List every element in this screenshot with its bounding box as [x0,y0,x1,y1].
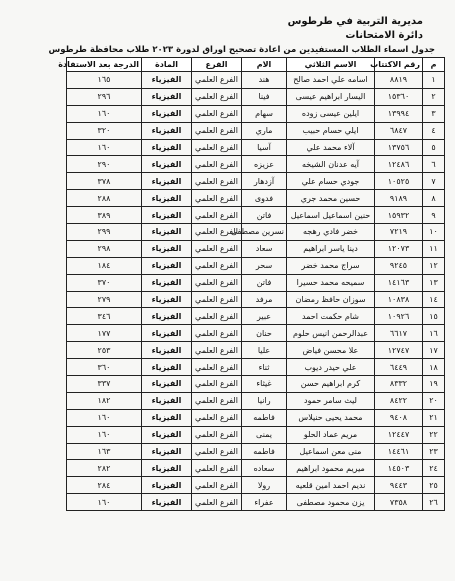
branch: الفرع العلمي [192,426,242,443]
row-index: ١٤ [423,291,445,308]
branch: الفرع العلمي [192,274,242,291]
exam-number: ٧٢١٩ [375,224,423,241]
exam-number: ١٢٤٤٧ [375,426,423,443]
grade: ٢٨٤ [67,477,142,494]
full-name: خضر فادي رهجه [287,224,375,241]
mother-name: رولا [242,477,287,494]
grade: ٢٥٣ [67,342,142,359]
subject: الفيزياء [142,122,192,139]
row-index: ٢٢ [423,426,445,443]
exam-number: ١٢٤٨٦ [375,156,423,173]
grade: ١٧٧ [67,325,142,342]
mother-name: آسيا [242,139,287,156]
full-name: ميريم محمود ابراهيم [287,460,375,477]
subject: الفيزياء [142,308,192,325]
grade: ١٦٥ [67,72,142,89]
exam-number: ٩٤٤٣ [375,477,423,494]
exam-number: ٨٨١٩ [375,72,423,89]
branch: الفرع العلمي [192,240,242,257]
exam-number: ١٢٧٤٧ [375,342,423,359]
grade: ١٦٠ [67,105,142,122]
mother-name: فينا [242,88,287,105]
branch: الفرع العلمي [192,460,242,477]
grade: ١٦٣ [67,443,142,460]
table-row [67,274,445,291]
grade: ٢٩٦ [67,88,142,105]
branch: الفرع العلمي [192,156,242,173]
directorate-title: مديرية التربية في طرطوس [287,16,423,27]
row-index: ٢٠ [423,392,445,409]
subject: الفيزياء [142,443,192,460]
mother-name: ثناء [242,359,287,376]
grade: ١٦٠ [67,139,142,156]
branch: الفرع العلمي [192,494,242,511]
exam-number: ١٠٥٢٥ [375,173,423,190]
table-row [67,359,445,376]
table-row [67,156,445,173]
table-row [67,342,445,359]
exam-number: ١٣٧٥٦ [375,139,423,156]
full-name: مريم عماد الحلو [287,426,375,443]
branch: الفرع العلمي [192,325,242,342]
grade: ٢٨٨ [67,190,142,207]
row-index: ١٥ [423,308,445,325]
table-row [67,376,445,393]
header-branch: الفرع [192,58,242,72]
grade: ١٦٠ [67,494,142,511]
grade: ٣٦٠ [67,359,142,376]
table-row [67,443,445,460]
full-name: دينا ياسر ابراهيم [287,240,375,257]
exam-number: ٦٦١٧ [375,325,423,342]
exam-number: ١٤٥٠٣ [375,460,423,477]
row-index: ٩ [423,207,445,224]
row-index: ٢٤ [423,460,445,477]
full-name: ايلي حسام حبيب [287,122,375,139]
grade: ٢٩٠ [67,156,142,173]
branch: الفرع العلمي [192,72,242,89]
subject: الفيزياء [142,392,192,409]
exam-number: ١٥٣٦٠ [375,88,423,105]
exam-number: ١٤١٦٣ [375,274,423,291]
branch: الفرع العلمي [192,342,242,359]
exam-number: ٨٤٢٢ [375,392,423,409]
row-index: ٢٦ [423,494,445,511]
branch: الفرع العلمي [192,139,242,156]
branch: الفرع العلمي [192,308,242,325]
grade: ١٨٢ [67,392,142,409]
subject: الفيزياء [142,325,192,342]
exam-number: ٩٢٤٥ [375,257,423,274]
table-row [67,207,445,224]
grade: ٢٧٩ [67,291,142,308]
subject: الفيزياء [142,426,192,443]
full-name: جودي حسام علي [287,173,375,190]
row-index: ٣ [423,105,445,122]
row-index: ٢٥ [423,477,445,494]
subject: الفيزياء [142,477,192,494]
table-row [67,426,445,443]
mother-name: رانيا [242,392,287,409]
subject: الفيزياء [142,359,192,376]
full-name: علي حيدر ديوب [287,359,375,376]
grade: ٢٩٨ [67,240,142,257]
mother-name: ماري [242,122,287,139]
subject: الفيزياء [142,274,192,291]
mother-name: عزيزه [242,156,287,173]
row-index: ٢١ [423,409,445,426]
row-index: ١٢ [423,257,445,274]
grade: ١٦٠ [67,409,142,426]
grade: ٣٢٠ [67,122,142,139]
subject: الفيزياء [142,207,192,224]
full-name: حسين محمد جري [287,190,375,207]
table-row [67,325,445,342]
subject: الفيزياء [142,173,192,190]
row-index: ٨ [423,190,445,207]
mother-name: فدوى [242,190,287,207]
subject: الفيزياء [142,240,192,257]
mother-name: آزدهار [242,173,287,190]
row-index: ١٦ [423,325,445,342]
subject: الفيزياء [142,376,192,393]
full-name: عبدالرحمن انيس حلوم [287,325,375,342]
row-index: ١٧ [423,342,445,359]
row-index: ١٨ [423,359,445,376]
header-mother: الام [242,58,287,72]
exam-number: ١٠٩٢٦ [375,308,423,325]
full-name: سوزان حافظ رمضان [287,291,375,308]
branch: الفرع العلمي [192,207,242,224]
mother-name: سهام [242,105,287,122]
mother-name: مرفد [242,291,287,308]
table-row [67,308,445,325]
mother-name: حنان [242,325,287,342]
branch: الفرع العلمي [192,291,242,308]
branch: الفرع العلمي [192,477,242,494]
subject: الفيزياء [142,156,192,173]
subject: الفيزياء [142,257,192,274]
exam-number: ٩١٨٩ [375,190,423,207]
subject: الفيزياء [142,291,192,308]
branch: الفرع العلمي [192,376,242,393]
mother-name: سعاده [242,460,287,477]
table-row [67,88,445,105]
row-index: ١٠ [423,224,445,241]
full-name: حنين اسماعيل اسماعيل [287,207,375,224]
exam-number: ٨٣٣٢ [375,376,423,393]
mother-name: غيثاء [242,376,287,393]
subject: الفيزياء [142,460,192,477]
header-exam-number: رقم الاكتتاب [375,58,423,72]
subject: الفيزياء [142,105,192,122]
full-name: ليث سامر حمود [287,392,375,409]
subject: الفيزياء [142,224,192,241]
exam-number: ٦٨٤٧ [375,122,423,139]
full-name: نديم احمد امين قلعيه [287,477,375,494]
full-name: شام حكمت احمد [287,308,375,325]
table-row [67,409,445,426]
full-name: علا محسن فياض [287,342,375,359]
mother-name: عفراء [242,494,287,511]
table-caption: جدول اسماء الطلاب المستفيدين من اعادة تصحيح اوراق لدورة ٢٠٢٣ طلاب محافظة طرطوس [48,45,435,55]
mother-name: فاتن [242,207,287,224]
mother-name: فاطمه [242,443,287,460]
mother-name: فاتن [242,274,287,291]
table-row [67,173,445,190]
row-index: ٢٣ [423,443,445,460]
grade: ٣٣٧ [67,376,142,393]
row-index: ٦ [423,156,445,173]
row-index: ١٩ [423,376,445,393]
grade: ٢٩٩ [67,224,142,241]
subject: الفيزياء [142,88,192,105]
row-index: ٧ [423,173,445,190]
header-grade: الدرجة بعد الاستفادة [67,58,142,72]
mother-name: هند [242,72,287,89]
grade: ٣٤٦ [67,308,142,325]
grade: ٢٨٢ [67,460,142,477]
full-name: اسامه علي احمد صالح [287,72,375,89]
table-header-row [67,58,445,72]
full-name: منى معن اسماعيل [287,443,375,460]
table-row [67,494,445,511]
mother-name: سعاد [242,240,287,257]
mother-name: نسرين مصطفى [242,224,287,241]
mother-name: فاطمه [242,409,287,426]
table-row [67,291,445,308]
branch: الفرع العلمي [192,409,242,426]
row-index: ٤ [423,122,445,139]
full-name: سميحه محمد حسيرا [287,274,375,291]
mother-name: يمنى [242,426,287,443]
branch: الفرع العلمي [192,392,242,409]
branch: الفرع العلمي [192,173,242,190]
grade: ١٨٤ [67,257,142,274]
header-full-name: الاسم الثلاثي [287,58,375,72]
row-index: ٢ [423,88,445,105]
row-index: ١١ [423,240,445,257]
exam-number: ٦٤٤٩ [375,359,423,376]
mother-name: عبير [242,308,287,325]
grade: ٣٧٨ [67,173,142,190]
full-name: سراج محمد خضر [287,257,375,274]
header-subject: المادة [142,58,192,72]
full-name: يزن محمود مصطفى [287,494,375,511]
table-row [67,190,445,207]
grade: ٣٨٩ [67,207,142,224]
grade: ٣٧٠ [67,274,142,291]
exam-number: ١٤٤٦١ [375,443,423,460]
subject: الفيزياء [142,72,192,89]
table-row [67,477,445,494]
table-row [67,224,445,241]
subject: الفيزياء [142,494,192,511]
exam-number: ١٥٩٣٢ [375,207,423,224]
row-index: ٥ [423,139,445,156]
table-row [67,392,445,409]
mother-name: سحر [242,257,287,274]
subject: الفيزياء [142,409,192,426]
table-row [67,72,445,89]
mother-name: عليا [242,342,287,359]
grade: ١٦٠ [67,426,142,443]
table-row [67,460,445,477]
header-index: م [423,58,445,72]
full-name: اليسار ابراهيم عيسى [287,88,375,105]
full-name: آيه عدنان الشيخه [287,156,375,173]
subject: الفيزياء [142,139,192,156]
subject: الفيزياء [142,190,192,207]
exam-number: ١٢٠٧٣ [375,240,423,257]
table-row [67,122,445,139]
exam-number: ١٠٨٣٨ [375,291,423,308]
row-index: ١٣ [423,274,445,291]
full-name: كرم ابراهيم حسن [287,376,375,393]
branch: الفرع العلمي [192,122,242,139]
branch: الفرع العلمي [192,359,242,376]
table-row [67,240,445,257]
table-row [67,139,445,156]
full-name: محمد يحيى حنيلاس [287,409,375,426]
exam-number: ٧٣٥٨ [375,494,423,511]
full-name: آلاء محمد علي [287,139,375,156]
table-row [67,257,445,274]
branch: الفرع العلمي [192,257,242,274]
branch: الفرع العلمي [192,443,242,460]
subject: الفيزياء [142,342,192,359]
branch: الفرع العلمي [192,224,242,241]
branch: الفرع العلمي [192,88,242,105]
exam-number: ١٣٩٩٤ [375,105,423,122]
results-table [58,57,445,511]
branch: الفرع العلمي [192,190,242,207]
full-name: ايلين عيسى زوده [287,105,375,122]
branch: الفرع العلمي [192,105,242,122]
exam-number: ٩٤٠٨ [375,409,423,426]
row-index: ١ [423,72,445,89]
table-row [67,105,445,122]
department-title: دائرة الامتحانات [345,30,423,41]
